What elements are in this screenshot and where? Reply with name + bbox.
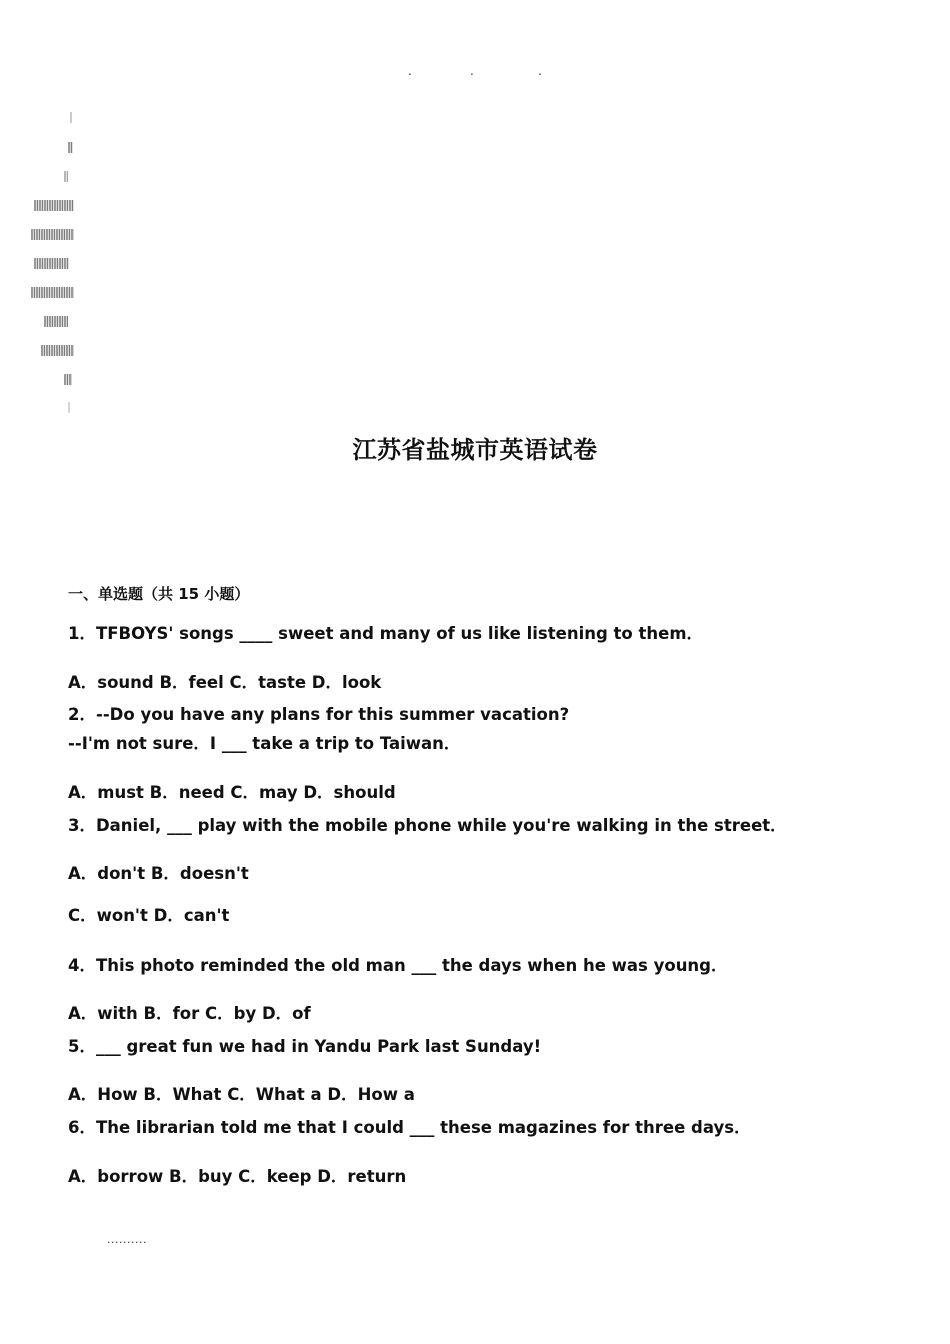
question-stem: 5．___ great fun we had in Yandu Park last Sunday! [68,1037,542,1056]
question-options: A．borrow B．buy C．keep D．return [68,1167,407,1186]
question-stem: 4．This photo reminded the old man ___ the days when he was young． [68,956,728,975]
section-heading: 一、单选题（共 15 小题） [68,585,250,603]
header-dot: . [538,64,542,78]
header-dot: . [408,64,412,78]
question-options: A．How B．What C．What a D．How a [68,1085,415,1104]
header-dot: . [470,64,474,78]
question-stem: 1．TFBOYS' songs ____ sweet and many of us like listening to them． [68,624,704,643]
question-options: A．with B．for C．by D．of [68,1004,311,1023]
page-title: 江苏省盐城市英语试卷 [352,436,598,464]
question-options: A．must B．need C．may D．should [68,783,396,802]
question-options: A．sound B．feel C．taste D．look [68,673,382,692]
question-options: A．don't B．doesn't [68,864,249,883]
question-options: C．won't D．can't [68,906,230,925]
question-stem: 3．Daniel, ___ play with the mobile phone while you're walking in the street． [68,816,787,835]
question-stem-line-2: --I'm not sure．I ___ take a trip to Taiwan． [68,734,461,753]
question-stem: 2．--Do you have any plans for this summer vacation? [68,705,570,724]
question-stem: 6．The librarian told me that I could ___ these magazines for three days． [68,1118,751,1137]
footer-dots: .......... [107,1233,147,1246]
